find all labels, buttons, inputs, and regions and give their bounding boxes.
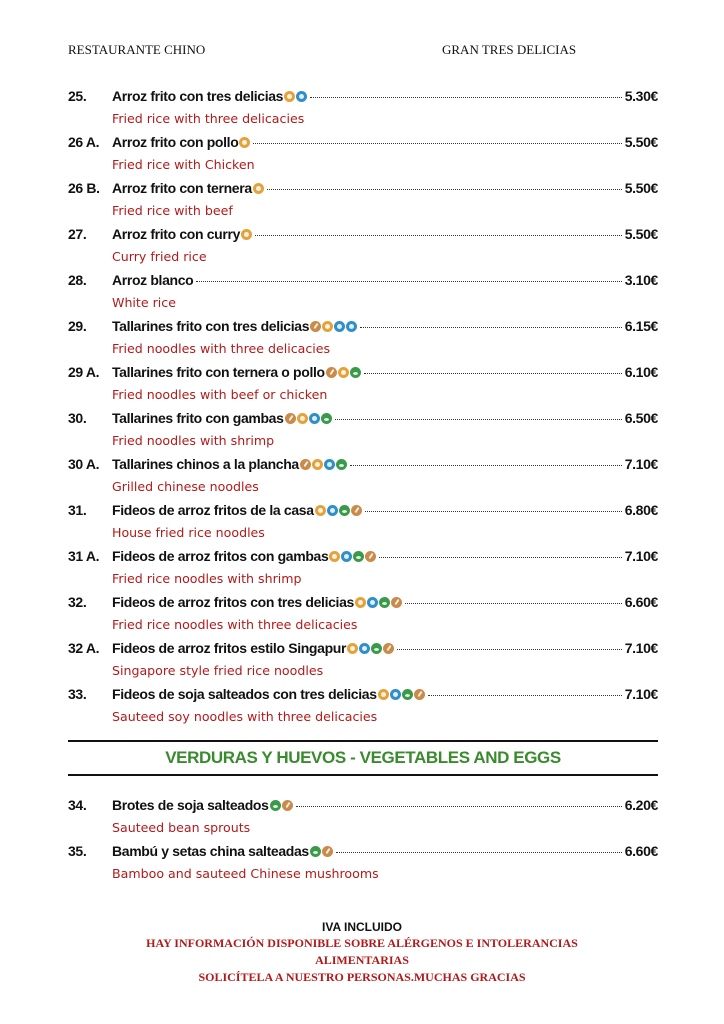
menu-item-line [68, 364, 658, 384]
item-name: Arroz frito con curry [112, 226, 241, 242]
gluten-icon [338, 367, 349, 378]
dot-leader [364, 373, 622, 374]
dot-leader [310, 97, 622, 98]
dot-leader [196, 281, 621, 282]
dot-leader [379, 557, 621, 558]
item-number: 26 B. [68, 180, 100, 196]
gluten-icon [355, 597, 366, 608]
allergen-icons [300, 459, 347, 470]
sesame-icon [391, 597, 402, 608]
restaurant-name: GRAN TRES DELICIAS [442, 42, 577, 57]
item-number: 30. [68, 410, 87, 426]
item-description: Fried rice noodles with shrimp [112, 571, 302, 586]
item-number: 26 A. [68, 134, 100, 150]
soy-icon [336, 459, 347, 470]
soy-icon [371, 643, 382, 654]
item-description: Fried noodles with beef or chicken [112, 387, 328, 402]
item-number: 34. [68, 797, 87, 813]
menu-item-line [68, 594, 658, 614]
item-name: Fideos de arroz fritos con tres delicias [112, 594, 354, 610]
item-description: Singapore style fried rice noodles [112, 663, 324, 678]
soy-icon [402, 689, 413, 700]
allergen-icons [329, 551, 376, 562]
soy-icon [350, 367, 361, 378]
allergen-icons [310, 321, 357, 332]
item-description: Fried rice with three delicacies [112, 111, 305, 126]
item-price: 6.60€ [624, 843, 658, 859]
item-price: 5.50€ [624, 226, 658, 242]
menu-item [68, 594, 658, 640]
menu-item [68, 456, 658, 502]
menu-item-line [68, 134, 658, 154]
item-name: Fideos de arroz fritos de la casa [112, 502, 314, 518]
dot-leader [336, 852, 622, 853]
item-name: Fideos de soja salteados con tres delicias [112, 686, 377, 702]
allergen-icons [270, 800, 293, 811]
menu-item [68, 686, 658, 732]
dot-leader [267, 189, 622, 190]
sesame-icon [365, 551, 376, 562]
menu-item-line [68, 797, 658, 817]
gluten-icon [253, 183, 264, 194]
gluten-icon [347, 643, 358, 654]
menu-item-line [68, 410, 658, 430]
sesame-icon [300, 459, 311, 470]
menu-item [68, 88, 658, 134]
gluten-icon [322, 321, 333, 332]
item-description: Sauteed soy noodles with three delicacies [112, 709, 378, 724]
allergen-icons [241, 229, 252, 240]
menu-item-line [68, 843, 658, 863]
allergen-icons [347, 643, 394, 654]
gluten-icon [312, 459, 323, 470]
item-number: 31 A. [68, 548, 100, 564]
item-name: Arroz frito con ternera [112, 180, 252, 196]
dot-leader [253, 143, 621, 144]
crustacean-icon [327, 505, 338, 516]
gluten-icon [239, 137, 250, 148]
gluten-icon [241, 229, 252, 240]
gluten-icon [284, 91, 295, 102]
menu-item [68, 134, 658, 180]
menu-item-line [68, 88, 658, 108]
allergen-icons [284, 91, 307, 102]
gluten-icon [329, 551, 340, 562]
crustacean-icon [390, 689, 401, 700]
sesame-icon [285, 413, 296, 424]
item-price: 7.10€ [624, 548, 658, 564]
item-name: Arroz blanco [112, 272, 194, 288]
ask-staff-note: SOLICÍTELA A NUESTRO PERSONAS.MUCHAS GRACIAS [198, 970, 526, 984]
dot-leader [428, 695, 622, 696]
item-price: 3.10€ [624, 272, 658, 288]
item-name: Brotes de soja salteados [112, 797, 269, 813]
soy-icon [339, 505, 350, 516]
menu-item-line [68, 502, 658, 522]
menu-item [68, 502, 658, 548]
gluten-icon [297, 413, 308, 424]
menu-item [68, 364, 658, 410]
item-name: Bambú y setas china salteadas [112, 843, 309, 859]
sesame-icon [322, 846, 333, 857]
item-number: 29 A. [68, 364, 100, 380]
menu-item-line [68, 180, 658, 200]
gluten-icon [315, 505, 326, 516]
allergen-notice: HAY INFORMACIÓN DISPONIBLE SOBRE ALÉRGENOS E INTOLERANCIAS ALIMENTARIAS [146, 936, 578, 967]
footer [0, 919, 724, 986]
menu-item-line [68, 456, 658, 476]
item-description: White rice [112, 295, 176, 310]
item-name: Tallarines frito con ternera o pollo [112, 364, 325, 380]
restaurant-type: RESTAURANTE CHINO [68, 42, 206, 57]
item-price: 7.10€ [624, 686, 658, 702]
sesame-icon [326, 367, 337, 378]
dot-leader [360, 327, 622, 328]
menu-item [68, 797, 658, 843]
sesame-icon [414, 689, 425, 700]
item-number: 29. [68, 318, 87, 334]
item-number: 32 A. [68, 640, 100, 656]
allergen-icons [239, 137, 250, 148]
item-description: Fried rice with beef [112, 203, 233, 218]
dot-leader [350, 465, 622, 466]
item-description: Fried noodles with shrimp [112, 433, 275, 448]
soy-icon [353, 551, 364, 562]
rice-and-noodles-list [68, 88, 658, 732]
menu-item [68, 843, 658, 889]
item-name: Tallarines frito con gambas [112, 410, 284, 426]
gluten-icon [378, 689, 389, 700]
dot-leader [405, 603, 622, 604]
menu-item-line [68, 226, 658, 246]
item-price: 6.80€ [624, 502, 658, 518]
sesame-icon [383, 643, 394, 654]
page-header [68, 42, 588, 58]
item-name: Tallarines chinos a la plancha [112, 456, 299, 472]
soy-icon [270, 800, 281, 811]
sesame-icon [282, 800, 293, 811]
item-price: 5.30€ [624, 88, 658, 104]
crustacean-icon [296, 91, 307, 102]
vat-included-note: IVA INCLUIDO [322, 920, 402, 934]
menu-item-line [68, 640, 658, 660]
menu-item [68, 318, 658, 364]
allergen-icons [378, 689, 425, 700]
menu-item-line [68, 548, 658, 568]
menu-item [68, 272, 658, 318]
item-price: 7.10€ [624, 640, 658, 656]
crustacean-icon [334, 321, 345, 332]
menu-item [68, 410, 658, 456]
item-number: 30 A. [68, 456, 100, 472]
dot-leader [296, 806, 622, 807]
item-price: 6.60€ [624, 594, 658, 610]
item-name: Arroz frito con tres delicias [112, 88, 284, 104]
vegetables-eggs-list [68, 797, 658, 889]
soy-icon [321, 413, 332, 424]
item-price: 6.50€ [624, 410, 658, 426]
dot-leader [335, 419, 622, 420]
crustacean-icon [341, 551, 352, 562]
menu-item-line [68, 686, 658, 706]
menu-item [68, 640, 658, 686]
section-title: VERDURAS Y HUEVOS - VEGETABLES AND EGGS [165, 748, 561, 767]
item-number: 33. [68, 686, 87, 702]
item-number: 32. [68, 594, 87, 610]
allergen-icons [355, 597, 402, 608]
dot-leader [365, 511, 622, 512]
item-number: 25. [68, 88, 87, 104]
allergen-icons [285, 413, 332, 424]
menu-item [68, 226, 658, 272]
crustacean-icon [324, 459, 335, 470]
item-price: 6.10€ [624, 364, 658, 380]
dot-leader [255, 235, 622, 236]
menu-item-line [68, 272, 658, 292]
item-description: Grilled chinese noodles [112, 479, 259, 494]
item-description: Sauteed bean sprouts [112, 820, 251, 835]
menu-item [68, 548, 658, 594]
item-number: 28. [68, 272, 87, 288]
item-price: 7.10€ [624, 456, 658, 472]
menu-item-line [68, 318, 658, 338]
allergen-icons [315, 505, 362, 516]
crustacean-icon [367, 597, 378, 608]
item-price: 6.20€ [624, 797, 658, 813]
item-description: Curry fried rice [112, 249, 207, 264]
crustacean-icon [359, 643, 370, 654]
item-description: Fried rice noodles with three delicacies [112, 617, 358, 632]
item-name: Fideos de arroz fritos estilo Singapur [112, 640, 347, 656]
allergen-icons [310, 846, 333, 857]
item-number: 27. [68, 226, 87, 242]
item-description: Bamboo and sauteed Chinese mushrooms [112, 866, 379, 881]
soy-icon [310, 846, 321, 857]
allergen-icons [253, 183, 264, 194]
item-number: 35. [68, 843, 87, 859]
item-name: Arroz frito con pollo [112, 134, 239, 150]
allergen-icons [326, 367, 361, 378]
item-number: 31. [68, 502, 87, 518]
item-price: 5.50€ [624, 134, 658, 150]
menu-item [68, 180, 658, 226]
section-header-vegetables-eggs [68, 740, 658, 776]
item-price: 6.15€ [624, 318, 658, 334]
item-description: Fried noodles with three delicacies [112, 341, 331, 356]
sesame-icon [310, 321, 321, 332]
item-price: 5.50€ [624, 180, 658, 196]
soy-icon [379, 597, 390, 608]
crustacean-icon [309, 413, 320, 424]
item-name: Fideos de arroz fritos con gambas [112, 548, 329, 564]
crustacean-icon [346, 321, 357, 332]
item-description: House fried rice noodles [112, 525, 265, 540]
dot-leader [397, 649, 622, 650]
sesame-icon [351, 505, 362, 516]
item-description: Fried rice with Chicken [112, 157, 255, 172]
item-name: Tallarines frito con tres delicias [112, 318, 310, 334]
